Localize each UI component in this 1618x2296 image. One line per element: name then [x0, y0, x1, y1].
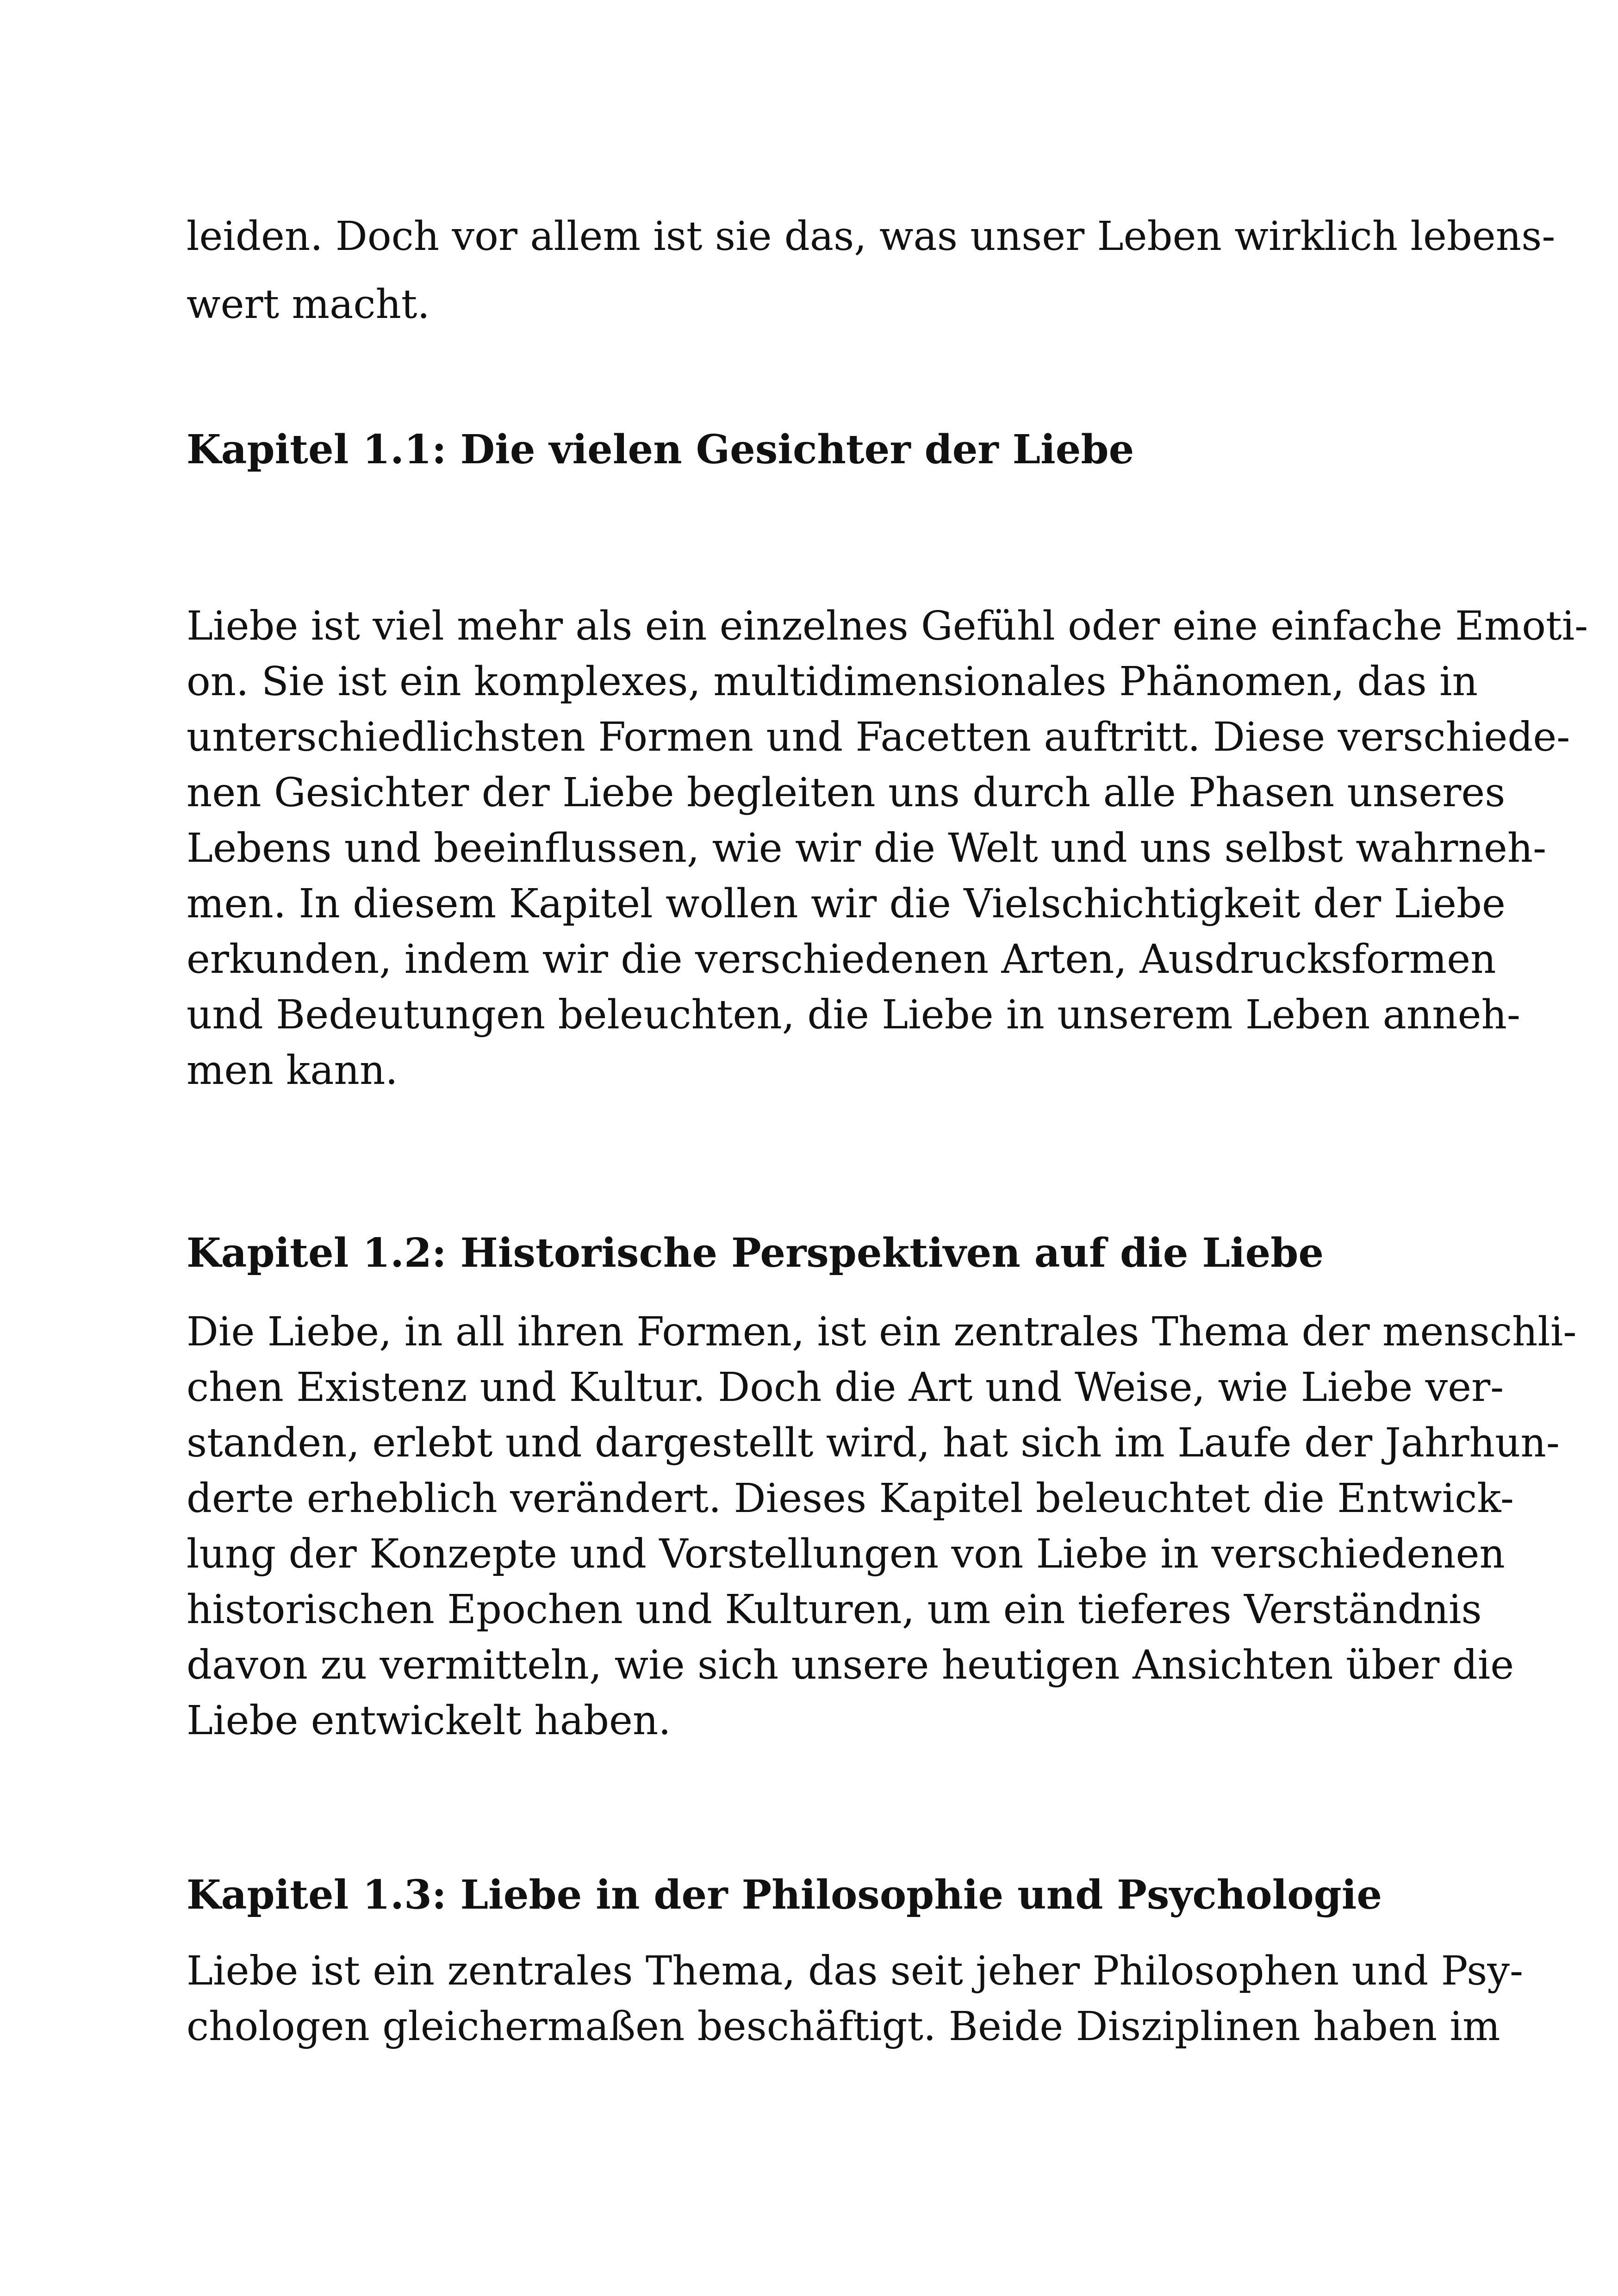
- section-1-2-line-1: Die Liebe, in all ihren Formen, ist ein zentrales Thema der menschli-: [187, 1309, 1577, 1355]
- section-1-1-line-7: erkunden, indem wir die verschiedenen Arten, Ausdrucksformen: [187, 936, 1496, 983]
- section-1-3-line-2: chologen gleichermaßen beschäftigt. Beide Disziplinen haben im: [187, 2004, 1500, 2050]
- section-1-1-line-8: und Bedeutungen beleuchten, die Liebe in unserem Leben anneh-: [187, 992, 1520, 1038]
- intro-line-2: wert macht.: [187, 281, 430, 328]
- section-1-1-line-5: Lebens und beeinflussen, wie wir die Welt und uns selbst wahrneh-: [187, 825, 1547, 871]
- section-1-3-line-1: Liebe ist ein zentrales Thema, das seit jeher Philosophen und Psy-: [187, 1948, 1524, 1994]
- section-1-1-line-1: Liebe ist viel mehr als ein einzelnes Gefühl oder eine einfache Emoti-: [187, 603, 1588, 649]
- section-1-1-line-4: nen Gesichter der Liebe begleiten uns durch alle Phasen unseres: [187, 770, 1506, 816]
- section-heading-1-1: Kapitel 1.1: Die vielen Gesichter der Liebe: [187, 426, 1134, 473]
- section-1-2-line-5: lung der Konzepte und Vorstellungen von Liebe in verschiedenen: [187, 1531, 1505, 1577]
- section-1-1-line-9: men kann.: [187, 1047, 398, 1094]
- intro-line-1: leiden. Doch vor allem ist sie das, was unser Leben wirklich lebens-: [187, 213, 1556, 260]
- section-1-2-line-6: historischen Epochen und Kulturen, um ein tieferes Verständnis: [187, 1587, 1482, 1633]
- section-1-2-line-2: chen Existenz und Kultur. Doch die Art und Weise, wie Liebe ver-: [187, 1364, 1504, 1411]
- section-1-1-line-6: men. In diesem Kapitel wollen wir die Vielschichtigkeit der Liebe: [187, 881, 1506, 927]
- section-1-2-line-3: standen, erlebt und dargestellt wird, hat sich im Laufe der Jahrhun-: [187, 1420, 1560, 1466]
- section-heading-1-3: Kapitel 1.3: Liebe in der Philosophie und Psychologie: [187, 1872, 1382, 1918]
- section-1-2-line-4: derte erheblich verändert. Dieses Kapitel beleuchtet die Entwick-: [187, 1475, 1514, 1522]
- section-1-2-line-8: Liebe entwickelt haben.: [187, 1698, 671, 1744]
- section-1-1-line-3: unterschiedlichsten Formen und Facetten auftritt. Diese verschiede-: [187, 714, 1570, 760]
- section-1-2-line-7: davon zu vermitteln, wie sich unsere heutigen Ansichten über die: [187, 1642, 1514, 1688]
- section-heading-1-2: Kapitel 1.2: Historische Perspektiven auf die Liebe: [187, 1230, 1324, 1276]
- section-1-1-line-2: on. Sie ist ein komplexes, multidimensionales Phänomen, das in: [187, 659, 1478, 705]
